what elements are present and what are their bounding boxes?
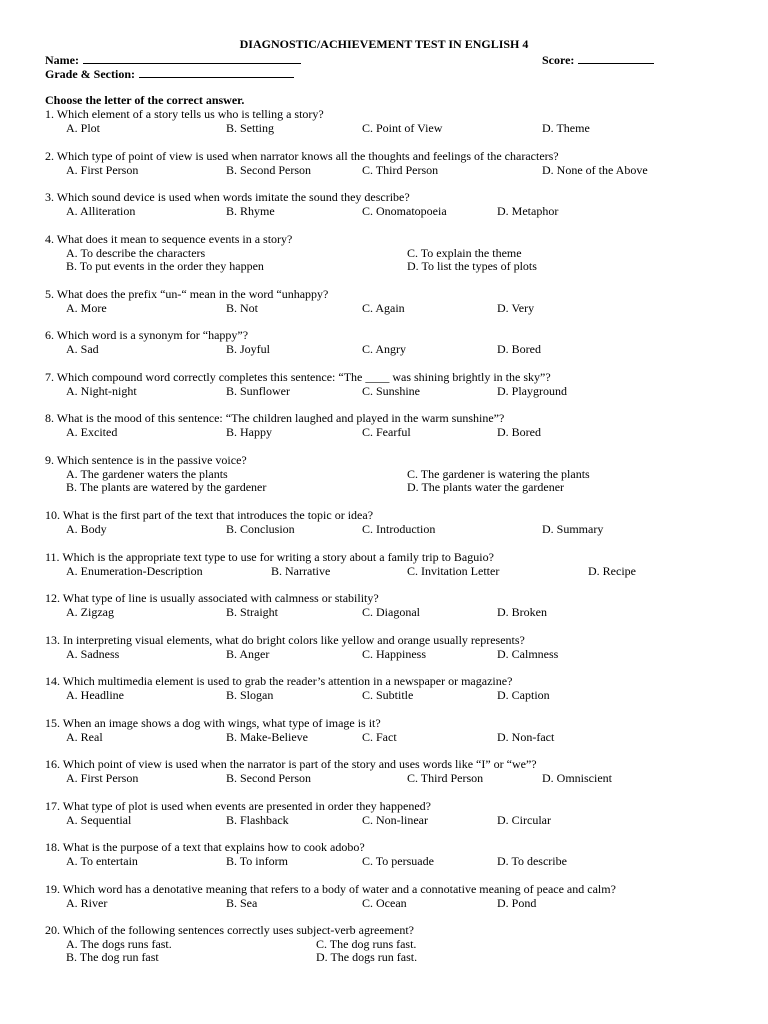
answer-option-b: B. Flashback (226, 812, 289, 827)
question-text: 14. Which multimedia element is used to grab the reader’s attention in a newspaper or magazine? (45, 674, 513, 688)
question-text: 10. What is the first part of the text that introduces the topic or idea? (45, 508, 374, 522)
answer-option: B. The dog run fast (66, 950, 159, 964)
answer-option-c: C. Subtitle (362, 687, 414, 702)
question-text: 17. What type of plot is used when events are presented in order they happened? (45, 799, 431, 813)
options-row (45, 938, 745, 952)
question-text: 19. Which word has a denotative meaning that refers to a body of water and a connotative meaning of peace and calm? (45, 882, 616, 896)
answer-option-d: D. Very (497, 300, 535, 315)
name-label: Name: (45, 53, 79, 67)
options-row (45, 164, 745, 178)
answer-option-b: B. Rhyme (226, 203, 275, 218)
question-4 (45, 233, 745, 274)
score-blank (578, 52, 654, 64)
answer-option-d: D. Playground (497, 383, 567, 398)
answer-option-a: A. River (66, 895, 108, 910)
question-19 (45, 883, 745, 910)
question-5 (45, 288, 745, 315)
question-6 (45, 329, 745, 356)
question-text: 1. Which element of a story tells us who is telling a story? (45, 107, 324, 121)
question-2 (45, 150, 745, 177)
question-9 (45, 454, 745, 495)
answer-option-c: C. Again (362, 300, 405, 315)
answer-option-d: D. Calmness (497, 646, 559, 661)
answer-option-b: B. Slogan (226, 687, 274, 702)
answer-option-a: A. Headline (66, 687, 124, 702)
question-13 (45, 634, 745, 661)
question-text: 20. Which of the following sentences correctly uses subject-verb agreement? (45, 923, 414, 937)
answer-option: A. The gardener waters the plants (66, 466, 228, 481)
options-row (45, 302, 745, 316)
answer-option-b: B. Not (226, 300, 259, 315)
answer-option-c: C. Third Person (407, 770, 484, 785)
answer-option-d: D. Broken (497, 604, 547, 619)
answer-option-a: A. Alliteration (66, 203, 136, 218)
answer-option-d: D. Non-fact (497, 729, 555, 744)
answer-option-a: A. Body (66, 521, 107, 536)
options-row (45, 260, 745, 274)
name-blank (83, 52, 301, 64)
question-11 (45, 551, 745, 578)
answer-option-c: C. Third Person (362, 162, 439, 177)
answer-option-d: D. None of the Above (542, 162, 648, 177)
answer-option-b: B. Joyful (226, 341, 271, 356)
question-7 (45, 371, 745, 398)
options-row (45, 343, 745, 357)
answer-option-a: A. Sequential (66, 812, 132, 827)
question-3 (45, 191, 745, 218)
answer-option-c: C. Introduction (362, 521, 436, 536)
answer-option-b: B. Straight (226, 604, 279, 619)
answer-option-d: D. Theme (542, 120, 590, 135)
answer-option-c: C. Onomatopoeia (362, 203, 447, 218)
question-17 (45, 800, 745, 827)
options-row (45, 648, 745, 662)
question-text: 8. What is the mood of this sentence: “The children laughed and played in the warm sunshine”? (45, 411, 505, 425)
question-text: 5. What does the prefix “un-“ mean in the word “unhappy? (45, 287, 329, 301)
answer-option-a: A. Real (66, 729, 103, 744)
answer-option-c: C. Sunshine (362, 383, 421, 398)
question-15 (45, 717, 745, 744)
question-text: 4. What does it mean to sequence events in a story? (45, 232, 293, 246)
answer-option-c: C. Fact (362, 729, 397, 744)
options-row (45, 772, 745, 786)
question-text: 16. Which point of view is used when the narrator is part of the story and uses words like “I” or “we”? (45, 757, 537, 771)
question-10 (45, 509, 745, 536)
answer-option-a: A. First Person (66, 770, 139, 785)
question-14 (45, 675, 745, 702)
answer-option-b: B. Conclusion (226, 521, 295, 536)
options-row (45, 205, 745, 219)
answer-option-c: C. Diagonal (362, 604, 420, 619)
options-row (45, 951, 745, 965)
answer-option-c: C. To persuade (362, 853, 434, 868)
options-row (45, 385, 745, 399)
answer-option: B. The plants are watered by the gardener (66, 480, 267, 494)
test-title: DIAGNOSTIC/ACHIEVEMENT TEST IN ENGLISH 4 (239, 37, 529, 51)
question-text: 2. Which type of point of view is used when narrator knows all the thoughts and feelings of the characters? (45, 149, 559, 163)
answer-option: B. To put events in the order they happen (66, 259, 264, 273)
question-text: 12. What type of line is usually associated with calmness or stability? (45, 591, 379, 605)
question-text: 6. Which word is a synonym for “happy”? (45, 328, 249, 342)
answer-option-a: A. Sadness (66, 646, 120, 661)
answer-option-b: B. Setting (226, 120, 275, 135)
answer-option-c: C. Point of View (362, 120, 443, 135)
answer-option-d: D. Omniscient (542, 770, 612, 785)
answer-option-b: B. Make-Believe (226, 729, 308, 744)
answer-option: A. The dogs runs fast. (66, 936, 172, 951)
answer-option-a: A. Plot (66, 120, 101, 135)
answer-option-b: B. Anger (226, 646, 270, 661)
grade-section-blank (139, 66, 294, 78)
options-row (45, 523, 745, 537)
answer-option-c: C. Invitation Letter (407, 563, 500, 578)
answer-option-d: D. To describe (497, 853, 567, 868)
options-row (45, 855, 745, 869)
answer-option: C. The gardener is watering the plants (407, 466, 590, 481)
answer-option-c: C. Ocean (362, 895, 407, 910)
answer-option: D. The plants water the gardener (407, 480, 565, 494)
question-text: 3. Which sound device is used when words imitate the sound they describe? (45, 190, 410, 204)
options-row (45, 481, 745, 495)
answer-option-a: A. To entertain (66, 853, 138, 868)
answer-option-d: D. Bored (497, 341, 541, 356)
answer-option-a: A. Enumeration-Description (66, 563, 203, 578)
question-8 (45, 412, 745, 439)
question-text: 18. What is the purpose of a text that explains how to cook adobo? (45, 840, 365, 854)
options-row (45, 468, 745, 482)
answer-option-d: D. Caption (497, 687, 550, 702)
question-text: 7. Which compound word correctly completes this sentence: “The ____ was shining brightly in the sky”? (45, 370, 551, 384)
grade-section-field (45, 66, 294, 82)
answer-option-d: D. Metaphor (497, 203, 559, 218)
answer-option-a: A. More (66, 300, 107, 315)
grade-section-label: Grade & Section: (45, 67, 135, 81)
instructions: Choose the letter of the correct answer. (45, 93, 245, 107)
question-1 (45, 108, 745, 135)
options-row (45, 814, 745, 828)
answer-option-a: A. Sad (66, 341, 99, 356)
options-row (45, 897, 745, 911)
score-field (542, 52, 654, 68)
answer-option: D. The dogs run fast. (316, 950, 418, 964)
answer-option-b: B. Second Person (226, 770, 311, 785)
answer-option: D. To list the types of plots (407, 259, 537, 273)
question-18 (45, 841, 745, 868)
answer-option-c: C. Happiness (362, 646, 426, 661)
question-text: 9. Which sentence is in the passive voice? (45, 453, 247, 467)
question-20 (45, 924, 745, 965)
score-label: Score: (542, 53, 575, 67)
question-text: 11. Which is the appropriate text type to use for writing a story about a family trip to Baguio? (45, 550, 494, 564)
answer-option-d: D. Bored (497, 424, 541, 439)
options-row (45, 689, 745, 703)
answer-option-b: B. To inform (226, 853, 288, 868)
answer-option-b: B. Second Person (226, 162, 311, 177)
answer-option-c: C. Non-linear (362, 812, 428, 827)
answer-option: C. To explain the theme (407, 245, 522, 260)
answer-option-a: A. First Person (66, 162, 139, 177)
answer-option-d: D. Summary (542, 521, 604, 536)
answer-option-b: B. Sunflower (226, 383, 290, 398)
question-16 (45, 758, 745, 785)
answer-option-b: B. Happy (226, 424, 272, 439)
question-text: 13. In interpreting visual elements, what do bright colors like yellow and orange usually represents? (45, 633, 525, 647)
answer-option-c: C. Angry (362, 341, 407, 356)
options-row (45, 565, 745, 579)
options-row (45, 247, 745, 261)
answer-option-d: D. Pond (497, 895, 537, 910)
answer-option-d: D. Recipe (588, 563, 636, 578)
answer-option: A. To describe the characters (66, 245, 206, 260)
options-row (45, 122, 745, 136)
question-12 (45, 592, 745, 619)
answer-option-a: A. Night-night (66, 383, 137, 398)
answer-option-a: A. Excited (66, 424, 118, 439)
answer-option-b: B. Sea (226, 895, 258, 910)
answer-option-a: A. Zigzag (66, 604, 114, 619)
options-row (45, 606, 745, 620)
answer-option-d: D. Circular (497, 812, 551, 827)
answer-option-b: B. Narrative (271, 563, 331, 578)
options-row (45, 731, 745, 745)
options-row (45, 426, 745, 440)
answer-option-c: C. Fearful (362, 424, 411, 439)
answer-option: C. The dog runs fast. (316, 936, 417, 951)
question-text: 15. When an image shows a dog with wings, what type of image is it? (45, 716, 381, 730)
